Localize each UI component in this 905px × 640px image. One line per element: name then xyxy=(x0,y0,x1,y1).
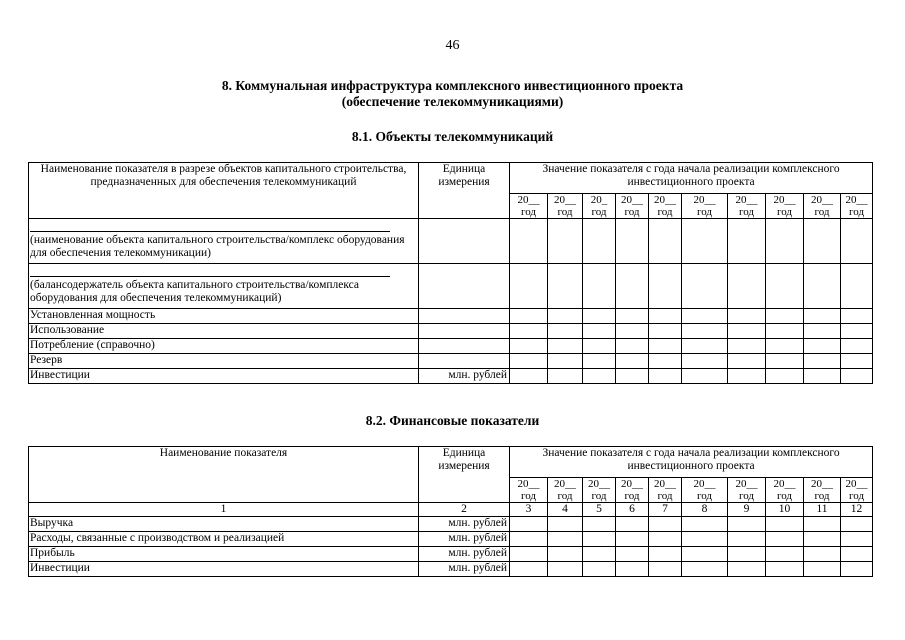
table-row xyxy=(29,369,873,384)
year-suffix: год xyxy=(657,490,673,502)
section2-value-cell[interactable] xyxy=(766,532,804,547)
section2-value-cell[interactable] xyxy=(766,562,804,577)
section1-year-header xyxy=(649,194,682,219)
indicator-unit xyxy=(419,339,510,354)
year-suffix: год xyxy=(814,490,830,502)
indicator-unit xyxy=(419,354,510,369)
section1-value-cell[interactable] xyxy=(583,354,616,369)
section1-year-header xyxy=(548,194,583,219)
section2-year-header xyxy=(583,478,616,503)
section2-value-cell[interactable] xyxy=(583,547,616,562)
section1-year-header xyxy=(616,194,649,219)
section2-value-cell[interactable] xyxy=(649,562,682,577)
year-placeholder: 20__ xyxy=(554,478,576,490)
section1-value-cell[interactable] xyxy=(548,369,583,384)
section1-value-cell[interactable] xyxy=(649,219,682,264)
section1-value-cell[interactable] xyxy=(583,309,616,324)
indicator-name: Инвестиции xyxy=(29,369,419,384)
section1-object-label-row xyxy=(29,219,873,264)
section2-col-name-header: Наименование показателя xyxy=(29,447,419,503)
section2-value-cell[interactable] xyxy=(682,562,728,577)
section2-value-cell[interactable] xyxy=(649,532,682,547)
section1-value-cell[interactable] xyxy=(682,339,728,354)
section1-value-cell[interactable] xyxy=(766,354,804,369)
section1-value-cell[interactable] xyxy=(766,324,804,339)
indicator-unit xyxy=(419,309,510,324)
section2-value-cell[interactable] xyxy=(548,562,583,577)
section1-value-cell[interactable] xyxy=(766,339,804,354)
year-suffix: год xyxy=(776,206,793,218)
section1-col-value-header: Значение показателя с года начала реализации комплексного инвестиционного проекта xyxy=(510,163,873,194)
section1-year-header xyxy=(583,194,616,219)
section2-year-header xyxy=(548,478,583,503)
indicator-name: Потребление (справочно) xyxy=(29,339,419,354)
page-number: 46 xyxy=(445,38,460,53)
section1-value-cell[interactable] xyxy=(728,369,766,384)
section1-year-header xyxy=(804,194,841,219)
section1-value-cell[interactable] xyxy=(804,219,841,264)
section1-year-header xyxy=(841,194,873,219)
section1-value-cell[interactable] xyxy=(841,309,873,324)
section2-value-cell[interactable] xyxy=(728,547,766,562)
section2-value-cell[interactable] xyxy=(649,547,682,562)
section1-value-cell[interactable] xyxy=(682,309,728,324)
section2-year-header xyxy=(841,478,873,503)
section1-value-cell[interactable] xyxy=(649,264,682,309)
section2-value-cell[interactable] xyxy=(616,532,649,547)
section2-value-cell[interactable] xyxy=(616,547,649,562)
section2-value-cell[interactable] xyxy=(804,532,841,547)
section1-col-name-header: Наименование показателя в разрезе объектов капитального строительства, предназначенных для обеспечения телекоммуникаций xyxy=(29,163,419,219)
section2-year-header xyxy=(804,478,841,503)
section1-year-header xyxy=(682,194,728,219)
year-suffix: год xyxy=(849,490,865,502)
year-suffix: год xyxy=(591,490,607,502)
indicator-name: Использование xyxy=(29,324,419,339)
year-placeholder: 20__ xyxy=(845,194,868,206)
section1-value-cell[interactable] xyxy=(616,369,649,384)
section1-value-cell[interactable] xyxy=(616,324,649,339)
column-number: 6 xyxy=(616,503,649,517)
indicator-unit: млн. рублей xyxy=(419,369,510,384)
indicator-name: Расходы, связанные с производством и реализацией xyxy=(29,532,419,547)
section2-value-cell[interactable] xyxy=(841,517,873,532)
section1-value-cell[interactable] xyxy=(682,354,728,369)
section1-value-cell[interactable] xyxy=(728,354,766,369)
section2-value-cell[interactable] xyxy=(616,517,649,532)
section2-title: 8.2. Финансовые показатели xyxy=(365,413,540,428)
indicator-name: Прибыль xyxy=(29,547,419,562)
section2-value-cell[interactable] xyxy=(548,547,583,562)
section1-value-cell[interactable] xyxy=(728,219,766,264)
column-number: 8 xyxy=(682,503,728,517)
year-suffix: год xyxy=(557,206,573,218)
year-suffix: год xyxy=(591,206,607,218)
year-placeholder: 20__ xyxy=(693,194,716,206)
section2-value-cell[interactable] xyxy=(682,532,728,547)
section2-value-cell[interactable] xyxy=(841,547,873,562)
year-placeholder: 20__ xyxy=(693,478,716,490)
year-suffix: год xyxy=(814,206,830,218)
column-number: 7 xyxy=(649,503,682,517)
indicator-unit: млн. рублей xyxy=(419,532,510,547)
document-title xyxy=(0,78,905,110)
section1-owner-label: (балансодержатель объекта капитального строительства/комплекса оборудования для обеспечения телекоммуникаций) xyxy=(30,279,359,304)
section2-value-cell[interactable] xyxy=(728,562,766,577)
section1-value-cell[interactable] xyxy=(510,354,548,369)
section1-value-cell[interactable] xyxy=(728,324,766,339)
section2-value-cell[interactable] xyxy=(841,532,873,547)
table-row xyxy=(29,324,873,339)
section1-value-cell[interactable] xyxy=(510,324,548,339)
year-placeholder: 20__ xyxy=(773,478,796,490)
section1-value-cell[interactable] xyxy=(841,324,873,339)
section2-value-cell[interactable] xyxy=(616,562,649,577)
section1-value-cell[interactable] xyxy=(804,264,841,309)
year-placeholder: 20__ xyxy=(654,194,676,206)
title-line-2: (обеспечение телекоммуникациями) xyxy=(341,94,564,109)
section1-value-cell[interactable] xyxy=(548,309,583,324)
section1-value-cell[interactable] xyxy=(583,339,616,354)
section1-value-cell[interactable] xyxy=(728,339,766,354)
indicator-unit: млн. рублей xyxy=(419,547,510,562)
table-row xyxy=(29,562,873,577)
section1-year-header xyxy=(510,194,548,219)
section1-value-cell[interactable] xyxy=(728,264,766,309)
section1-value-cell[interactable] xyxy=(583,264,616,309)
table-row xyxy=(29,532,873,547)
section1-value-cell[interactable] xyxy=(510,219,548,264)
section2-value-cell[interactable] xyxy=(766,547,804,562)
year-suffix: год xyxy=(696,490,713,502)
section1-value-cell[interactable] xyxy=(804,324,841,339)
column-number: 11 xyxy=(804,503,841,517)
year-placeholder: 20__ xyxy=(654,478,676,490)
section1-value-cell[interactable] xyxy=(841,219,873,264)
section1-value-cell[interactable] xyxy=(616,264,649,309)
section2-column-numbers-row xyxy=(29,503,873,517)
column-number: 3 xyxy=(510,503,548,517)
year-placeholder: 20__ xyxy=(517,478,540,490)
table-row xyxy=(29,309,873,324)
section1-value-cell[interactable] xyxy=(548,219,583,264)
section1-title: 8.1. Объекты телекоммуникаций xyxy=(351,129,554,144)
section2-value-cell[interactable] xyxy=(728,517,766,532)
indicator-unit xyxy=(419,324,510,339)
column-number: 12 xyxy=(841,503,873,517)
table-row xyxy=(29,547,873,562)
section2-col-value-header: Значение показателя с года начала реализации комплексного инвестиционного проекта xyxy=(510,447,873,478)
indicator-name: Инвестиции xyxy=(29,562,419,577)
column-number: 1 xyxy=(29,503,419,517)
title-line-1: 8. Коммунальная инфраструктура комплексного инвестиционного проекта xyxy=(221,78,684,93)
section1-value-cell[interactable] xyxy=(841,369,873,384)
section1-value-cell[interactable] xyxy=(682,324,728,339)
section2-value-cell[interactable] xyxy=(583,562,616,577)
year-placeholder: 20_ xyxy=(590,194,608,206)
section2-value-cell[interactable] xyxy=(804,547,841,562)
section1-unit-cell[interactable] xyxy=(419,219,510,264)
section1-value-cell[interactable] xyxy=(548,324,583,339)
section2-value-cell[interactable] xyxy=(510,532,548,547)
section2-value-cell[interactable] xyxy=(841,562,873,577)
section1-value-cell[interactable] xyxy=(804,369,841,384)
indicator-name: Установленная мощность xyxy=(29,309,419,324)
section1-value-cell[interactable] xyxy=(649,369,682,384)
section1-value-cell[interactable] xyxy=(548,354,583,369)
section1-value-cell[interactable] xyxy=(804,354,841,369)
section2-year-header xyxy=(510,478,548,503)
indicator-name: Резерв xyxy=(29,354,419,369)
section1-value-cell[interactable] xyxy=(510,339,548,354)
section1-owner-label-row xyxy=(29,264,873,309)
year-placeholder: 20__ xyxy=(517,194,540,206)
section1-value-cell[interactable] xyxy=(616,309,649,324)
year-placeholder: 20__ xyxy=(621,194,643,206)
section1-value-cell[interactable] xyxy=(649,324,682,339)
indicator-name: Выручка xyxy=(29,517,419,532)
section1-value-cell[interactable] xyxy=(616,219,649,264)
section2-year-header xyxy=(649,478,682,503)
section2-year-header xyxy=(682,478,728,503)
column-number: 4 xyxy=(548,503,583,517)
section2-value-cell[interactable] xyxy=(548,517,583,532)
section1-value-cell[interactable] xyxy=(583,219,616,264)
section1-value-cell[interactable] xyxy=(548,339,583,354)
year-suffix: год xyxy=(624,490,640,502)
financial-indicators-table xyxy=(28,446,873,577)
section1-value-cell[interactable] xyxy=(682,219,728,264)
section1-value-cell[interactable] xyxy=(649,354,682,369)
telecom-objects-table xyxy=(28,162,873,384)
table-row xyxy=(29,517,873,532)
year-suffix: год xyxy=(557,490,573,502)
year-placeholder: 20__ xyxy=(554,194,576,206)
year-placeholder: 20__ xyxy=(811,478,833,490)
section1-value-cell[interactable] xyxy=(548,264,583,309)
year-placeholder: 20__ xyxy=(735,194,758,206)
section2-value-cell[interactable] xyxy=(682,547,728,562)
section1-unit-cell[interactable] xyxy=(419,264,510,309)
section1-value-cell[interactable] xyxy=(841,264,873,309)
section2-value-cell[interactable] xyxy=(510,517,548,532)
section2-value-cell[interactable] xyxy=(510,547,548,562)
section1-year-header xyxy=(766,194,804,219)
section2-value-cell[interactable] xyxy=(804,562,841,577)
table-row xyxy=(29,354,873,369)
year-suffix: год xyxy=(520,490,537,502)
section1-value-cell[interactable] xyxy=(766,309,804,324)
section1-value-cell[interactable] xyxy=(682,369,728,384)
column-number: 2 xyxy=(419,503,510,517)
section1-object-label: (наименование объекта капитального строительства/комплекс оборудования для обеспечения телекоммуникации) xyxy=(30,234,405,259)
year-suffix: год xyxy=(776,490,793,502)
section1-value-cell[interactable] xyxy=(510,309,548,324)
year-placeholder: 20__ xyxy=(588,478,610,490)
year-suffix: год xyxy=(520,206,537,218)
section1-owner-label-cell[interactable] xyxy=(29,264,419,309)
section1-year-header xyxy=(728,194,766,219)
section2-value-cell[interactable] xyxy=(649,517,682,532)
section2-value-cell[interactable] xyxy=(766,517,804,532)
year-placeholder: 20__ xyxy=(773,194,796,206)
column-number: 5 xyxy=(583,503,616,517)
section1-value-cell[interactable] xyxy=(510,264,548,309)
section1-value-cell[interactable] xyxy=(616,339,649,354)
section2-value-cell[interactable] xyxy=(548,532,583,547)
section2-value-cell[interactable] xyxy=(804,517,841,532)
section1-value-cell[interactable] xyxy=(841,339,873,354)
section1-value-cell[interactable] xyxy=(766,264,804,309)
section1-header-row xyxy=(29,163,873,194)
year-suffix: год xyxy=(738,206,755,218)
section1-value-cell[interactable] xyxy=(804,339,841,354)
column-number: 10 xyxy=(766,503,804,517)
year-suffix: год xyxy=(738,490,755,502)
section2-year-header xyxy=(766,478,804,503)
year-placeholder: 20__ xyxy=(621,478,643,490)
section1-value-cell[interactable] xyxy=(616,354,649,369)
year-placeholder: 20__ xyxy=(811,194,833,206)
year-suffix: год xyxy=(696,206,713,218)
column-number: 9 xyxy=(728,503,766,517)
table-row xyxy=(29,339,873,354)
section2-value-cell[interactable] xyxy=(682,517,728,532)
section1-value-cell[interactable] xyxy=(804,309,841,324)
section1-value-cell[interactable] xyxy=(649,339,682,354)
year-suffix: год xyxy=(624,206,640,218)
section1-value-cell[interactable] xyxy=(510,369,548,384)
section1-value-cell[interactable] xyxy=(583,369,616,384)
section2-col-unit-header: Единица измерения xyxy=(419,447,510,503)
section2-year-header xyxy=(616,478,649,503)
fill-in-line xyxy=(30,276,390,277)
section2-value-cell[interactable] xyxy=(583,532,616,547)
section1-value-cell[interactable] xyxy=(841,354,873,369)
section2-header-row xyxy=(29,447,873,478)
section2-value-cell[interactable] xyxy=(583,517,616,532)
section2-value-cell[interactable] xyxy=(728,532,766,547)
year-suffix: год xyxy=(849,206,865,218)
section1-value-cell[interactable] xyxy=(766,219,804,264)
section2-value-cell[interactable] xyxy=(510,562,548,577)
year-placeholder: 20__ xyxy=(845,478,868,490)
fill-in-line xyxy=(30,231,390,232)
section1-col-unit-header: Единица измерения xyxy=(419,163,510,219)
section1-value-cell[interactable] xyxy=(583,324,616,339)
section2-year-header xyxy=(728,478,766,503)
indicator-unit: млн. рублей xyxy=(419,562,510,577)
section1-object-label-cell[interactable] xyxy=(29,219,419,264)
year-suffix: год xyxy=(657,206,673,218)
section1-value-cell[interactable] xyxy=(766,369,804,384)
year-placeholder: 20__ xyxy=(735,478,758,490)
section1-value-cell[interactable] xyxy=(728,309,766,324)
indicator-unit: млн. рублей xyxy=(419,517,510,532)
section1-value-cell[interactable] xyxy=(649,309,682,324)
section1-value-cell[interactable] xyxy=(682,264,728,309)
